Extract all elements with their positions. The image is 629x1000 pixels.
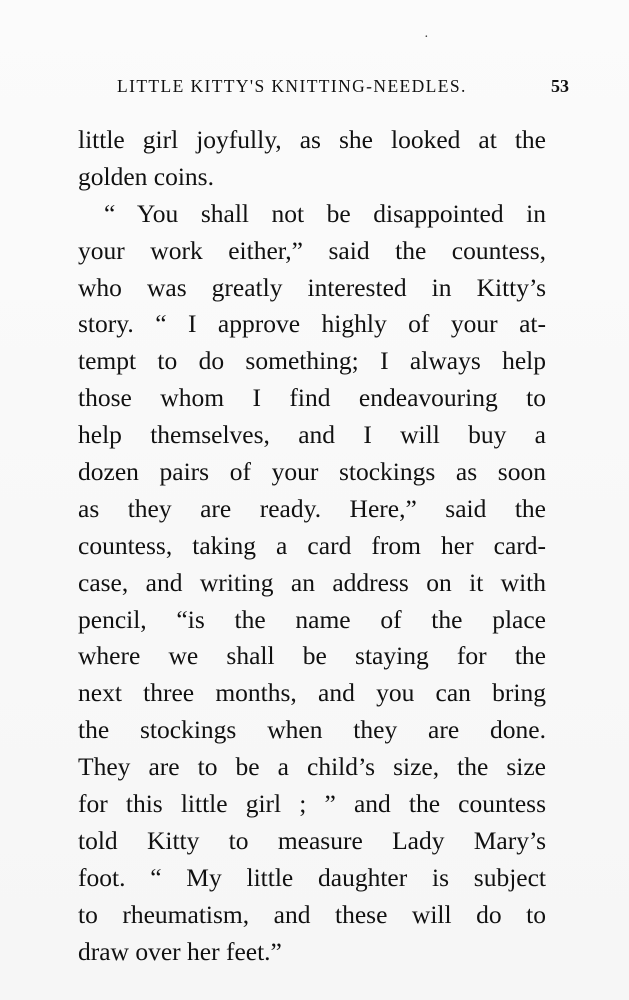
print-speck: · <box>424 30 429 45</box>
text-line: those whom I find endeavouring to <box>78 383 546 413</box>
body-text <box>78 122 546 970</box>
text-line: where we shall be staying for the <box>78 641 546 671</box>
text-line: story. “ I approve highly of your at- <box>78 309 546 339</box>
text-line: foot. “ My little daughter is subject <box>78 862 546 892</box>
page-header <box>0 76 629 102</box>
text-line: next three months, and you can bring <box>78 678 546 708</box>
text-line: They are to be a child’s size, the size <box>78 752 546 782</box>
running-title: LITTLE KITTY'S KNITTING-NEEDLES. <box>117 76 467 96</box>
text-line: pencil, “is the name of the place <box>78 604 546 634</box>
text-line: the stockings when they are done. <box>78 715 546 745</box>
page-number: 53 <box>551 76 569 96</box>
text-line: for this little girl ; ” and the countess <box>78 789 546 819</box>
text-line: as they are ready. Here,” said the <box>78 493 546 523</box>
text-line: tempt to do something; I always help <box>78 346 546 376</box>
text-line: help themselves, and I will buy a <box>78 420 546 450</box>
text-line: golden coins. <box>78 161 214 191</box>
text-line: little girl joyfully, as she looked at the <box>78 125 546 154</box>
text-line: told Kitty to measure Lady Mary’s <box>78 825 546 855</box>
text-line: dozen pairs of your stockings as soon <box>78 457 546 487</box>
text-line: who was greatly interested in Kitty’s <box>78 272 546 302</box>
text-line: case, and writing an address on it with <box>78 567 546 597</box>
text-line: your work either,” said the countess, <box>78 235 546 265</box>
text-line: draw over her feet.” <box>78 936 282 966</box>
text-line: “ You shall not be disappointed in <box>104 198 546 228</box>
text-line: to rheumatism, and these will do to <box>78 899 546 929</box>
text-line: countess, taking a card from her card- <box>78 530 546 560</box>
